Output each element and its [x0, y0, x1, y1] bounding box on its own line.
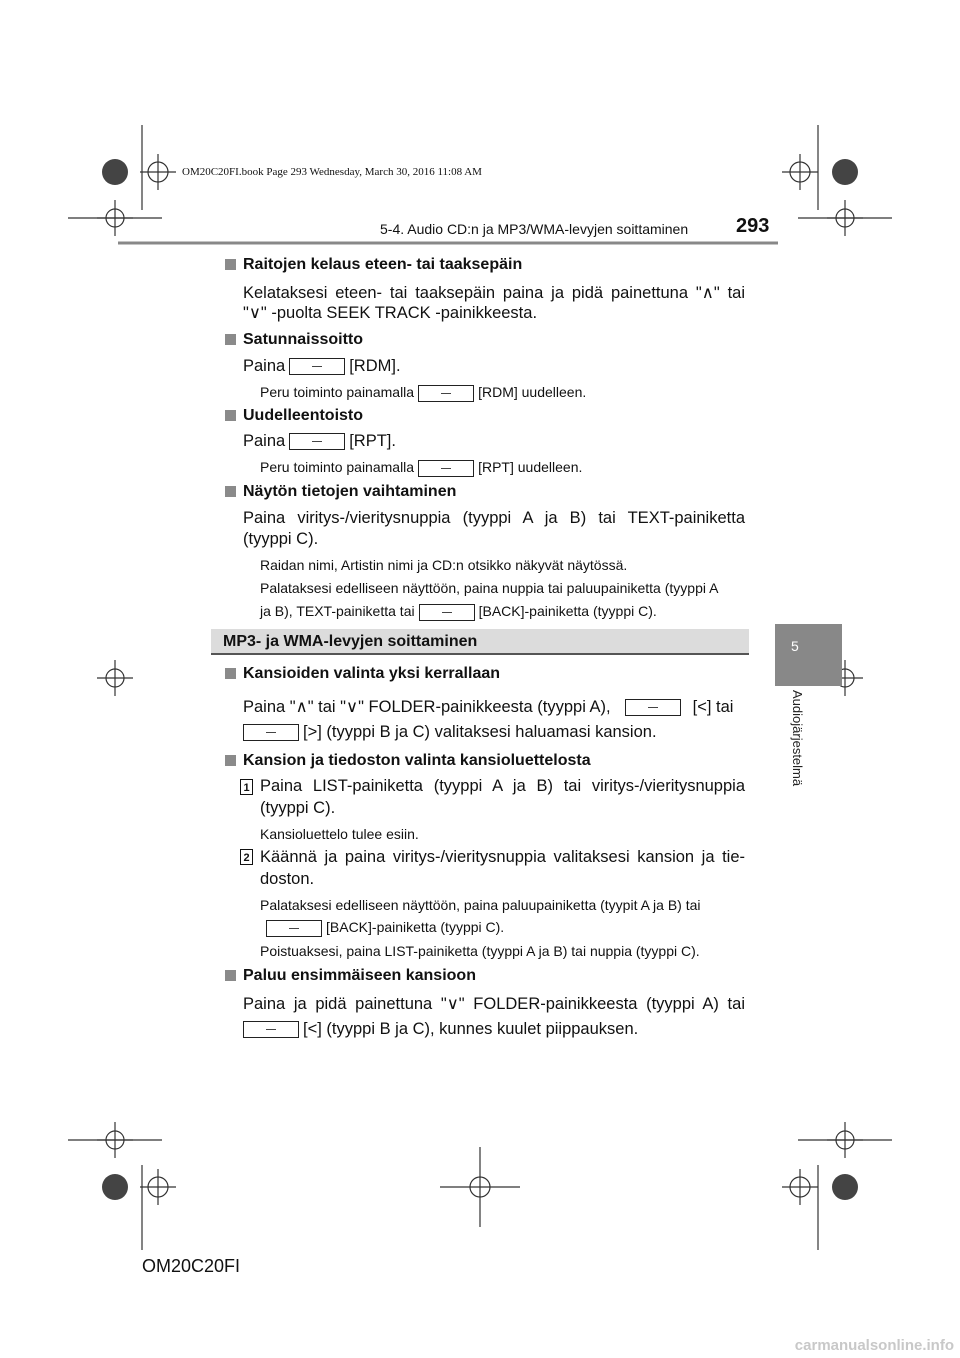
text-fragment: Paina [243, 432, 286, 450]
heading-uudelleentoisto: Uudelleentoisto [243, 407, 364, 424]
paragraph-line: doston. [260, 870, 315, 888]
heading-paluu-kansioon: Paluu ensimmäiseen kansioon [243, 967, 476, 984]
text-fragment: [>] (tyyppi B ja C) valitaksesi haluamasi kansion. [303, 723, 657, 741]
heading-bullet [225, 668, 236, 679]
note-line [260, 459, 582, 477]
note-line: Palataksesi edelliseen näyttöön, paina nuppia tai paluupainiketta (tyyppi A [260, 580, 719, 596]
text-fragment: [<] tai [692, 698, 734, 716]
paragraph-line: Käännä ja paina viritys-/vieritysnuppia valitaksesi kansion ja tie- [260, 848, 745, 866]
heading-bullet [225, 334, 236, 345]
paragraph-line [243, 432, 396, 451]
note-line: Raidan nimi, Artistin nimi ja CD:n otsikko näkyvät näytössä. [260, 557, 628, 573]
text-fragment: Paina "∧" tai "∨" FOLDER-painikkeesta (tyyppi A), [243, 698, 611, 716]
heading-nayton-tiedot: Näytön tietojen vaihtaminen [243, 483, 457, 500]
chapter-tab-number: 5 [791, 638, 799, 654]
text-fragment: [RPT]. [349, 432, 396, 450]
paragraph-line [243, 697, 733, 717]
heading-raitojen-kelaus: Raitojen kelaus eteen- tai taaksepäin [243, 256, 523, 273]
chapter-title: 5-4. Audio CD:n ja MP3/WMA-levyjen soittaminen [380, 221, 689, 237]
watermark: carmanualsonline.info [794, 1337, 954, 1354]
section-header [211, 629, 749, 655]
heading-bullet [225, 970, 236, 981]
note-line [260, 384, 586, 402]
text-fragment: Peru toiminto painamalla [260, 384, 415, 400]
heading-satunnaissoitto: Satunnaissoitto [243, 331, 364, 348]
text-fragment: [RDM] uudelleen. [478, 384, 587, 400]
section-title: MP3- ja WMA-levyjen soittaminen [223, 633, 478, 650]
text-fragment: [RDM]. [349, 357, 401, 375]
step-number-2: 2 [240, 849, 253, 865]
heading-kansioiden-valinta: Kansioiden valinta yksi kerrallaan [243, 665, 501, 682]
paragraph-line [243, 357, 401, 376]
paragraph-line: (tyyppi C). [243, 530, 319, 548]
text-fragment: Paina [243, 357, 286, 375]
heading-bullet [225, 410, 236, 421]
paragraph-line: Paina viritys-/vieritysnuppia (tyyppi A ja B) tai TEXT-painiketta [243, 509, 745, 527]
note-line [260, 603, 657, 621]
text-fragment: [BACK]-painiketta (tyyppi C). [326, 919, 505, 935]
text-fragment: [BACK]-painiketta (tyyppi C). [478, 603, 657, 619]
page-number: 293 [736, 215, 770, 237]
text-fragment: [<] (tyyppi B ja C), kunnes kuulet piippauksen. [303, 1020, 639, 1038]
paragraph-line: "∨" -puolta SEEK TRACK -painikkeesta. [243, 304, 538, 322]
chapter-tab [775, 624, 842, 686]
paragraph-line: Paina LIST-painiketta (tyyppi A ja B) tai viritys-/vieritysnuppia [260, 777, 745, 795]
text-fragment: Peru toiminto painamalla [260, 459, 415, 475]
text-fragment: ja B), TEXT-painiketta tai [260, 603, 415, 619]
back-button-icon [266, 920, 322, 937]
paragraph-line [239, 723, 657, 742]
left-button-icon [625, 699, 681, 716]
paragraph-line: (tyyppi C). [260, 799, 336, 817]
rdm-button-icon [418, 385, 474, 402]
note-line: Kansioluettelo tulee esiin. [260, 826, 419, 842]
paragraph-line [239, 1020, 638, 1039]
note-line: Palataksesi edelliseen näyttöön, paina paluupainiketta (tyypit A ja B) tai [260, 897, 701, 913]
document-code: OM20C20FI [142, 1256, 241, 1276]
rpt-button-icon [418, 460, 474, 477]
rdm-button-icon [289, 358, 345, 375]
paragraph-line: Paina ja pidä painettuna "∨" FOLDER-painikkeesta (tyyppi A) tai [243, 995, 745, 1013]
rpt-button-icon [289, 433, 345, 450]
note-line: Poistuaksesi, paina LIST-painiketta (tyyppi A ja B) tai nuppia (tyyppi C). [260, 943, 700, 959]
note-line [262, 919, 504, 937]
right-button-icon [243, 724, 299, 741]
heading-bullet [225, 755, 236, 766]
book-stamp: OM20C20FI.book Page 293 Wednesday, March 30, 2016 11:08 AM [182, 166, 482, 178]
heading-bullet [225, 259, 236, 270]
heading-bullet [225, 486, 236, 497]
heading-kansioluettelo: Kansion ja tiedoston valinta kansioluettelosta [243, 752, 591, 769]
text-fragment: [RPT] uudelleen. [478, 459, 583, 475]
paragraph-line: Kelataksesi eteen- tai taaksepäin paina ja pidä painettuna "∧" tai [243, 284, 745, 302]
step-number-1: 1 [240, 779, 253, 795]
back-button-icon [419, 604, 475, 621]
chapter-tab-label: Audiojärjestelmä [790, 690, 805, 787]
left-button-icon [243, 1021, 299, 1038]
